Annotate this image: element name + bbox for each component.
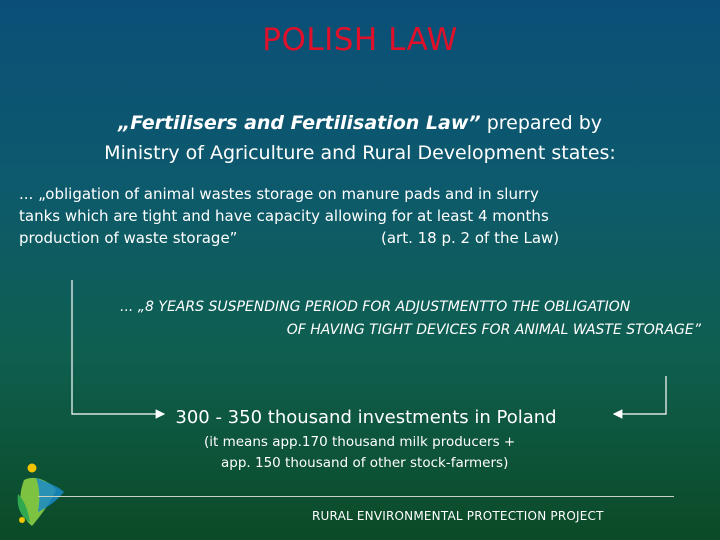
footer-divider [38,496,674,497]
investments-sub-1: (it means app.170 thousand milk producers + [204,434,516,450]
left-bracket-arrow [72,280,164,414]
investments-headline: 300 - 350 thousand investments in Poland [175,407,557,428]
suspension-line-2: OF HAVING TIGHT DEVICES FOR ANIMAL WASTE STORAGE” [286,322,701,338]
quote-line-2: tanks which are tight and have capacity allowing for at least 4 months [19,207,549,225]
project-logo-icon [10,460,70,530]
intro-line2: Ministry of Agriculture and Rural Development states: [104,142,616,164]
intro-after: prepared by [480,112,603,134]
investments-sub-2: app. 150 thousand of other stock-farmers) [221,455,509,471]
article-reference: (art. 18 p. 2 of the Law) [381,229,560,247]
law-name: Fertilisers and Fertilisation Law” [130,112,481,134]
quote-line-1: ... „obligation of animal wastes storage on manure pads and in slurry [19,185,539,203]
intro-open-quote: „ [117,112,131,134]
slide-title: POLISH LAW [262,22,458,58]
quote-line-3: production of waste storage” [19,229,238,247]
footer-project-name: RURAL ENVIRONMENTAL PROTECTION PROJECT [312,509,604,523]
suspension-line-1: ... „8 YEARS SUSPENDING PERIOD FOR ADJUSTMENTTO THE OBLIGATION [120,299,631,315]
